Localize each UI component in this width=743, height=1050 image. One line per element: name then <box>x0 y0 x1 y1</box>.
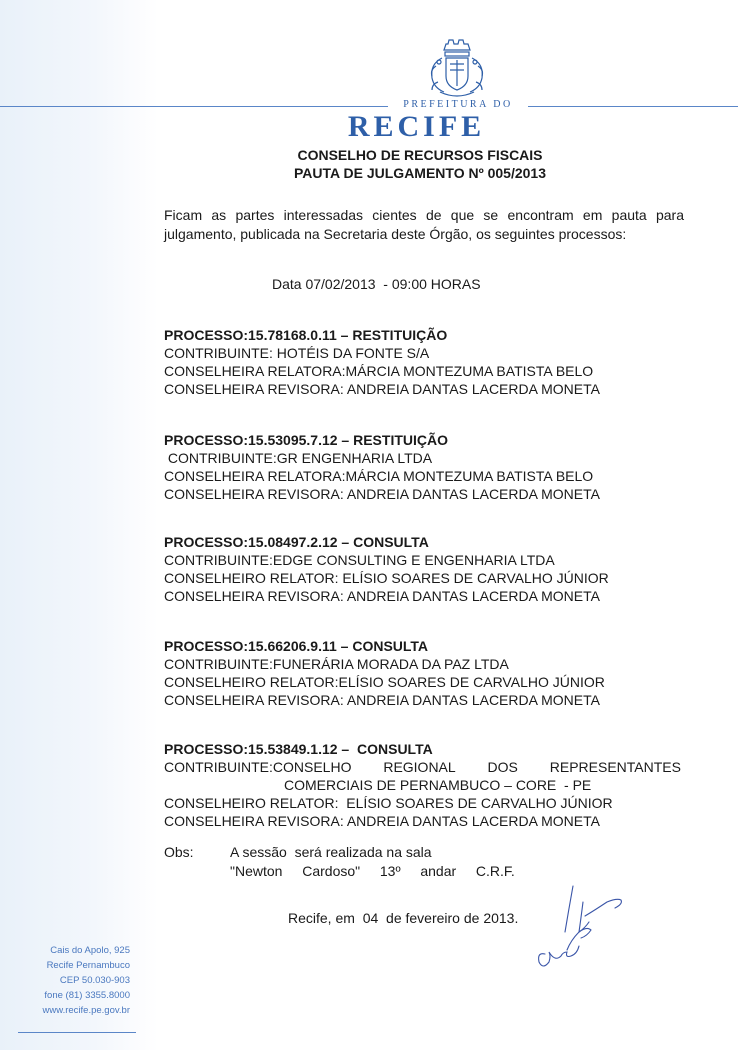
process-block <box>164 740 704 830</box>
process-block <box>164 326 704 398</box>
process-contribuinte: CONTRIBUINTE:EDGE CONSULTING E ENGENHARIA LTDA <box>164 552 555 568</box>
process-relator: CONSELHEIRO RELATOR:ELÍSIO SOARES DE CARVALHO JÚNIOR <box>164 674 605 690</box>
process-heading: PROCESSO:15.53849.1.12 – CONSULTA <box>164 741 433 757</box>
obs-label: Obs: <box>164 844 194 860</box>
contribuinte-word: DOS <box>487 759 518 775</box>
process-relator: CONSELHEIRO RELATOR: ELÍSIO SOARES DE CARVALHO JÚNIOR <box>164 795 613 811</box>
process-revisor: CONSELHEIRA REVISORA: ANDREIA DANTAS LACERDA MONETA <box>164 486 600 502</box>
header-rule-left <box>0 106 388 107</box>
intro-paragraph: Ficam as partes interessadas cientes de que se encontram em pauta para julgamento, publicada na Secretaria deste Órgão, os seguintes processos: <box>164 207 684 242</box>
process-heading: PROCESSO:15.78168.0.11 – RESTITUIÇÃO <box>164 327 448 343</box>
process-contribuinte: CONTRIBUINTE:FUNERÁRIA MORADA DA PAZ LTDA <box>164 656 509 672</box>
process-relator: CONSELHEIRA RELATORA:MÁRCIA MONTEZUMA BATISTA BELO <box>164 363 594 379</box>
process-contribuinte <box>164 758 681 776</box>
process-relator: CONSELHEIRO RELATOR: ELÍSIO SOARES DE CARVALHO JÚNIOR <box>164 570 609 586</box>
process-contribuinte: CONTRIBUINTE:GR ENGENHARIA LTDA <box>164 450 433 466</box>
org-big-title: RECIFE <box>347 110 486 143</box>
process-block <box>164 637 704 709</box>
obs-line2: "Newton Cardoso" 13º andar C.R.F. <box>230 863 515 879</box>
header-rule-right <box>528 106 738 107</box>
process-relator: CONSELHEIRA RELATORA:MÁRCIA MONTEZUMA BATISTA BELO <box>164 468 594 484</box>
footer-rule <box>18 1032 136 1033</box>
place-and-date: Recife, em 04 de fevereiro de 2013. <box>288 910 519 926</box>
address-cep: CEP 50.030-903 <box>59 975 130 986</box>
address-street: Cais do Apolo, 925 <box>50 945 130 956</box>
process-contribuinte-continuation: COMERCIAIS DE PERNAMBUCO – CORE - PE <box>284 777 592 793</box>
process-revisor: CONSELHEIRA REVISORA: ANDREIA DANTAS LACERDA MONETA <box>164 588 600 604</box>
contribuinte-word: REGIONAL <box>383 759 456 775</box>
coat-of-arms-icon <box>418 36 496 98</box>
session-time: - 09:00 HORAS <box>375 276 481 292</box>
contribuinte-word: CONTRIBUINTE:CONSELHO <box>164 759 352 775</box>
address-website: www.recife.pe.gov.br <box>42 1005 130 1016</box>
process-revisor: CONSELHEIRA REVISORA: ANDREIA DANTAS LACERDA MONETA <box>164 692 600 708</box>
process-block <box>164 533 704 605</box>
process-heading: PROCESSO:15.66206.9.11 – CONSULTA <box>164 638 429 654</box>
session-date: Data 07/02/2013 <box>272 276 376 292</box>
process-revisor: CONSELHEIRA REVISORA: ANDREIA DANTAS LACERDA MONETA <box>164 381 600 397</box>
handwritten-signature-icon <box>525 880 635 990</box>
org-small-title: PREFEITURA DO <box>403 99 513 110</box>
address-city: Recife Pernambuco <box>46 960 130 971</box>
session-datetime <box>272 276 481 292</box>
process-revisor: CONSELHEIRA REVISORA: ANDREIA DANTAS LACERDA MONETA <box>164 813 600 829</box>
document-title-line1: CONSELHO DE RECURSOS FISCAIS <box>297 147 543 163</box>
process-contribuinte: CONTRIBUINTE: HOTÉIS DA FONTE S/A <box>164 345 430 361</box>
contribuinte-word: REPRESENTANTES <box>549 759 681 775</box>
process-heading: PROCESSO:15.08497.2.12 – CONSULTA <box>164 534 429 550</box>
obs-line1: A sessão será realizada na sala <box>230 844 432 860</box>
address-phone: fone (81) 3355.8000 <box>44 990 130 1001</box>
address-block <box>20 943 130 1018</box>
document-title-line2: PAUTA DE JULGAMENTO Nº 005/2013 <box>294 165 546 181</box>
side-band <box>0 0 158 1050</box>
process-block <box>164 431 704 503</box>
process-heading: PROCESSO:15.53095.7.12 – RESTITUIÇÃO <box>164 432 448 448</box>
